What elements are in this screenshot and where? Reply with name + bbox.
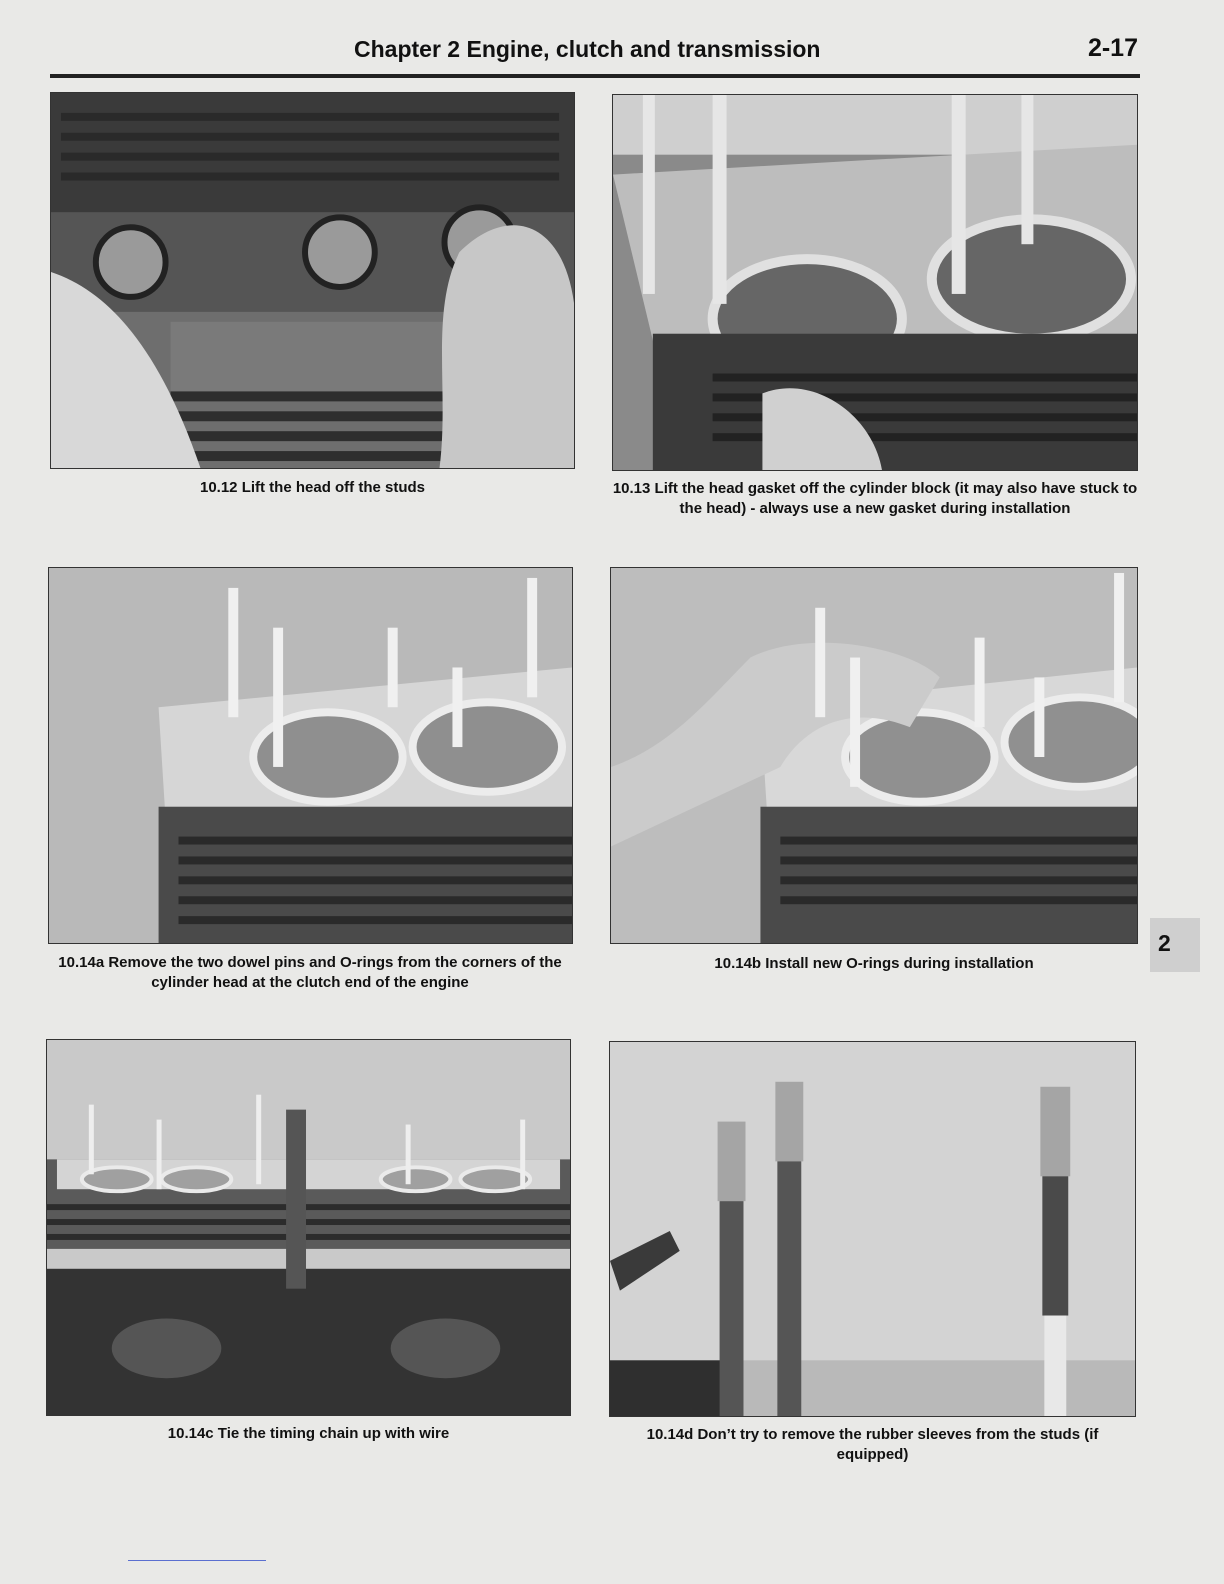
caption-10-14a: 10.14a Remove the two dowel pins and O-rings from the corners of the cylinder head at the clutch end of the engine xyxy=(58,954,562,991)
chapter-side-tab: 2 xyxy=(1150,918,1200,972)
page-number: 2-17 xyxy=(1087,34,1138,62)
photo-10-14c xyxy=(46,1039,571,1416)
caption-10-13: 10.13 Lift the head gasket off the cylinder block (it may also have stuck to the head) - always use a new gasket during installation xyxy=(612,480,1138,517)
page-header xyxy=(50,30,1140,78)
photo-10-14b xyxy=(610,567,1138,944)
photo-10-14a xyxy=(48,567,573,944)
photo-10-14d xyxy=(609,1041,1136,1417)
photo-10-12 xyxy=(50,92,575,469)
footer-rule xyxy=(128,1560,266,1561)
caption-10-14c: 10.14c Tie the timing chain up with wire xyxy=(167,1425,450,1442)
caption-10-12: 10.12 Lift the head off the studs xyxy=(199,479,426,496)
caption-10-14d: 10.14d Don’t try to remove the rubber sleeves from the studs (if equipped) xyxy=(646,1426,1099,1463)
photo-10-13 xyxy=(612,94,1138,471)
caption-10-14b: 10.14b Install new O-rings during installation xyxy=(714,955,1034,972)
chapter-title: Chapter 2 Engine, clutch and transmission xyxy=(354,36,821,62)
